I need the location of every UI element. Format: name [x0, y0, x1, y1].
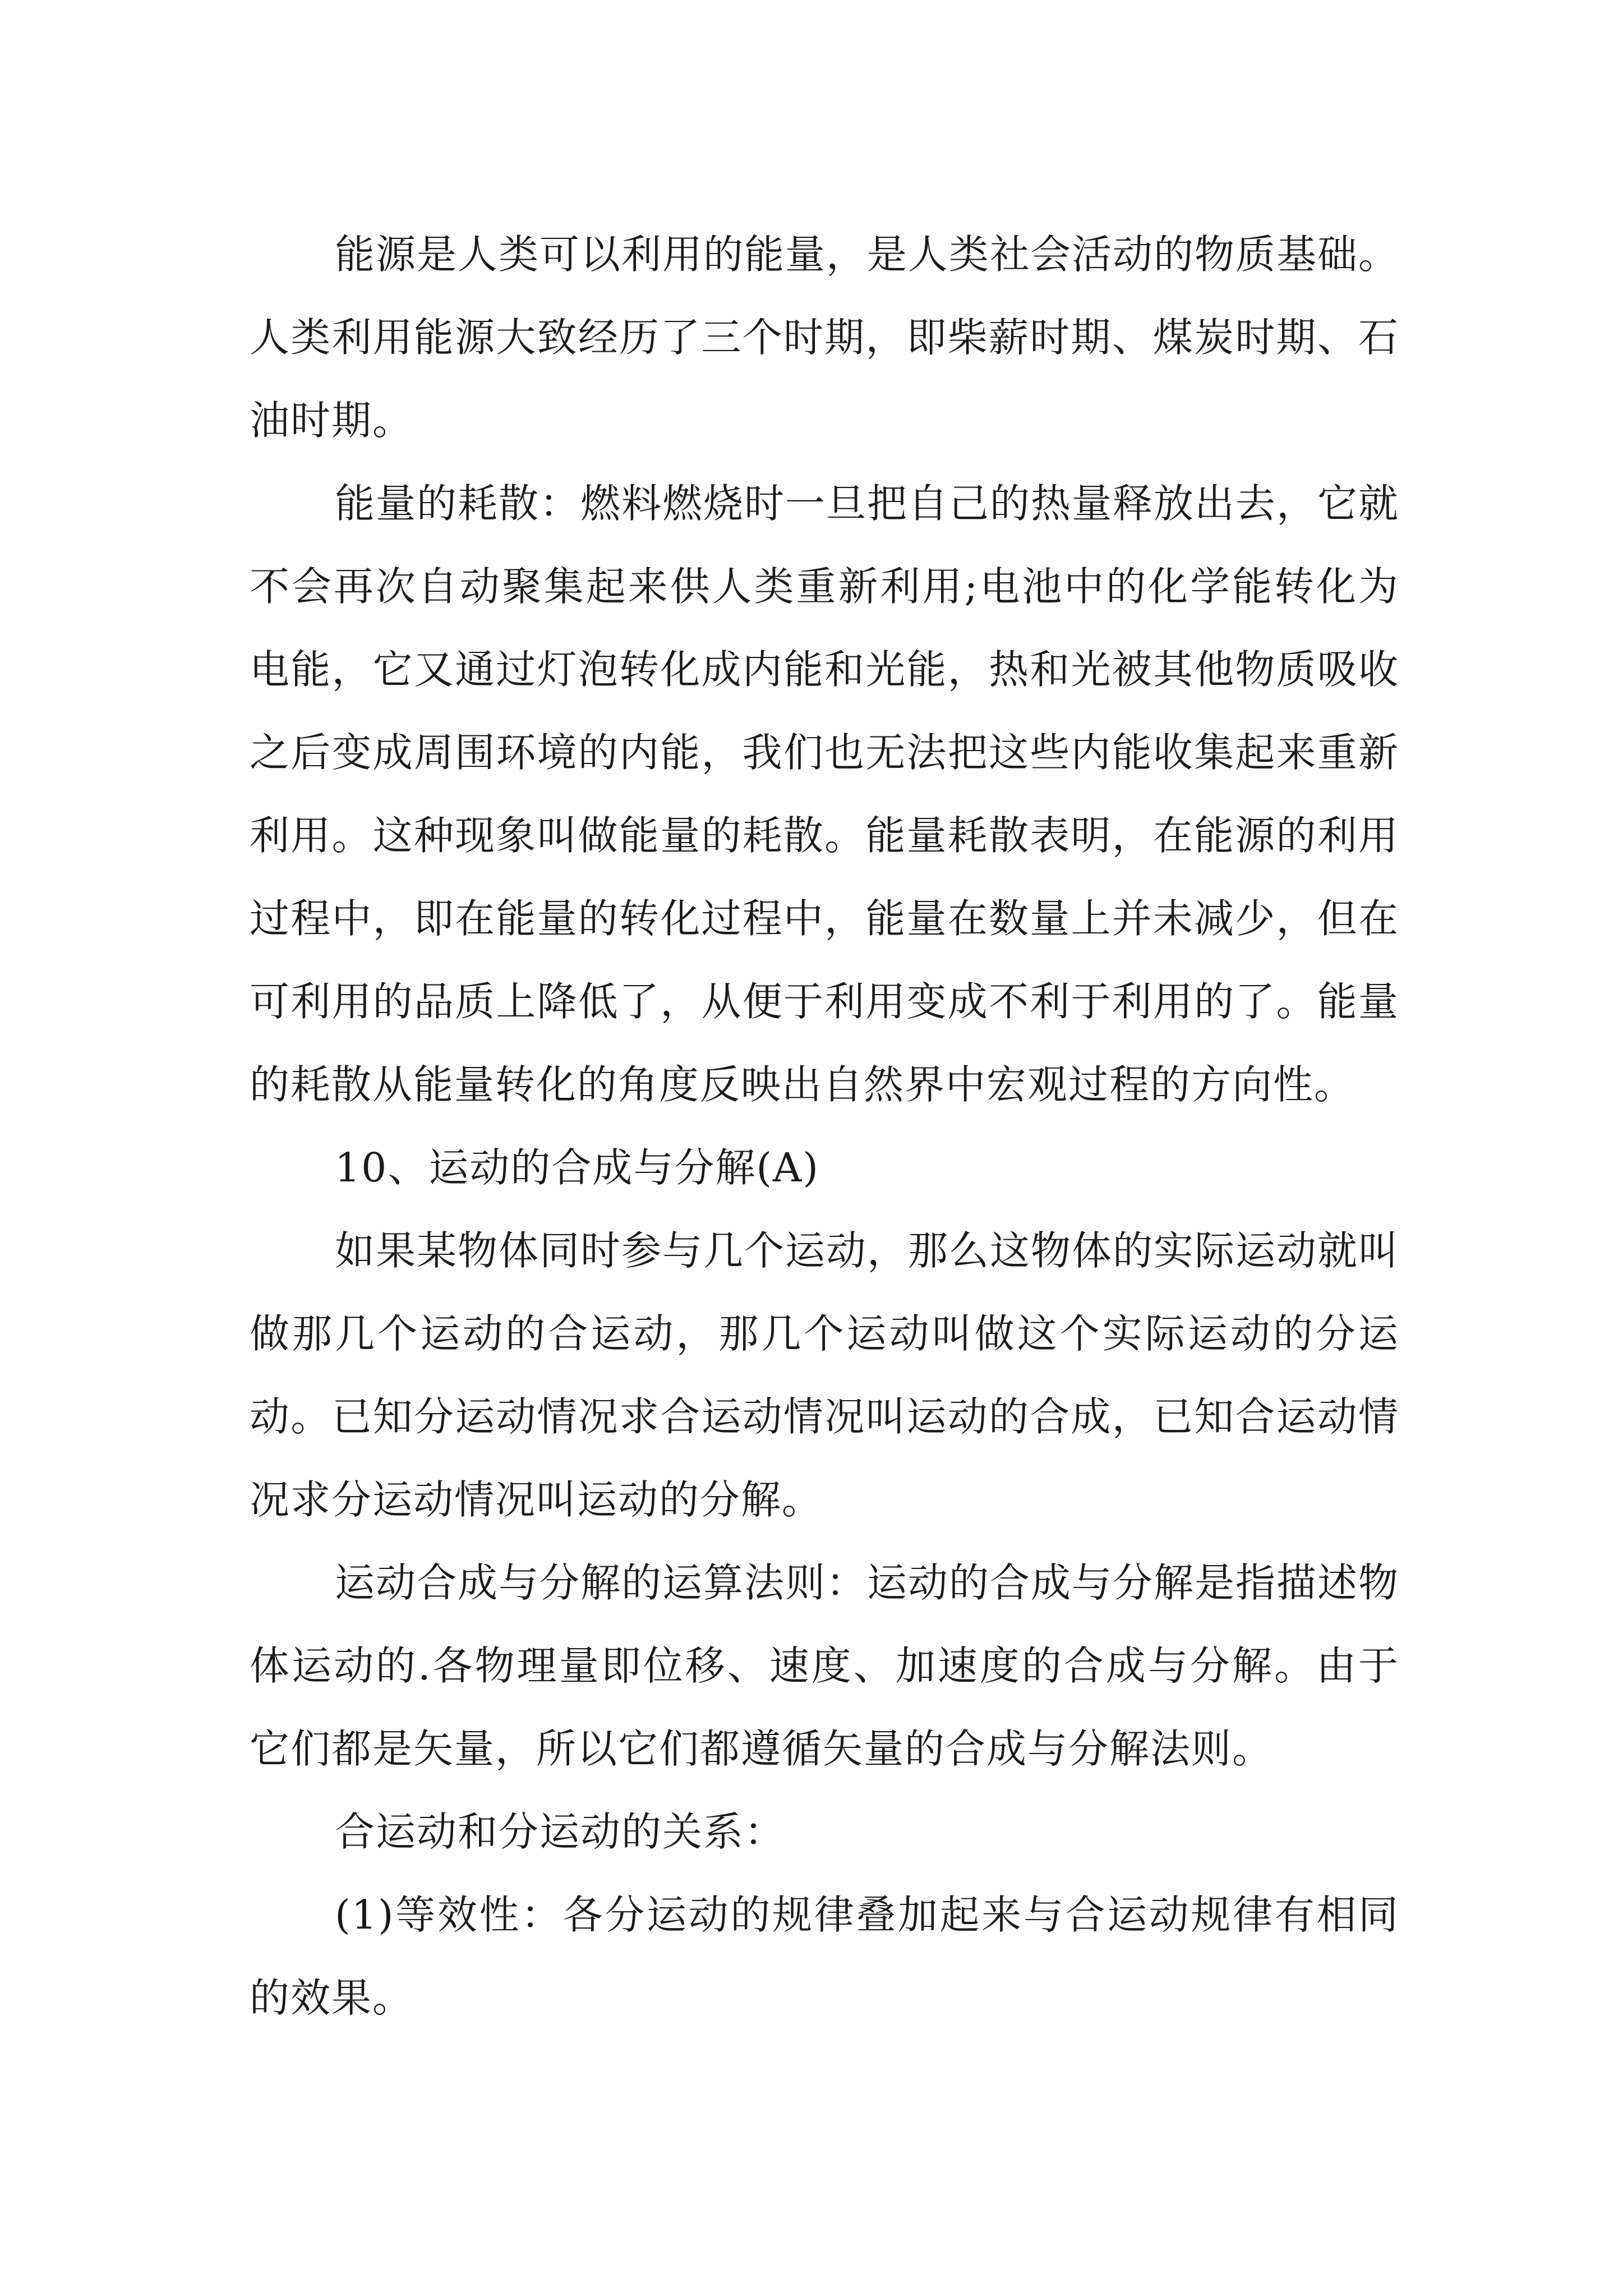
paragraph-energy-sources: 能源是人类可以利用的能量，是人类社会活动的物质基础。人类利用能源大致经历了三个时期，即柴薪时期、煤炭时期、石油时期。	[250, 231, 1400, 444]
paragraph-energy-dissipation: 能量的耗散：燃料燃烧时一旦把自己的热量释放出去，它就不会再次自动聚集起来供人类重新利用;电池中的化学能转化为电能，它又通过灯泡转化成内能和光能，热和光被其他物质吸收之后变成周围环境的内能，我们也无法把这些内能收集起来重新利用。这种现象叫做能量的耗散。能量耗散表明，在能源的利用过程中，即在能量的转化过程中，能量在数量上并未减少，但在可利用的品质上降低了，从便于利用变成不利于利用的了。能量的耗散从能量转化的角度反映出自然界中宏观过程的方向性。	[250, 480, 1400, 1108]
paragraph-relationship-heading: 合运动和分运动的关系：	[335, 1809, 786, 1855]
paragraph-resultant-motion: 如果某物体同时参与几个运动，那么这物体的实际运动就叫做那几个运动的合运动，那几个运动叫做这个实际运动的分运动。已知分运动情况求合运动情况叫运动的合成，已知合运动情况求分运动情况叫运动的分解。	[250, 1227, 1400, 1523]
paragraph-equivalence: (1)等效性：各分运动的规律叠加起来与合运动规律有相同的效果。	[250, 1892, 1399, 2021]
document-body	[250, 213, 1399, 2040]
section-heading-motion-composition: 10、运动的合成与分解(A)	[335, 1144, 820, 1191]
paragraph-operation-rules: 运动合成与分解的运算法则：运动的合成与分解是指描述物体运动的.各物理量即位移、速度、加速度的合成与分解。由于它们都是矢量，所以它们都遵循矢量的合成与分解法则。	[250, 1559, 1400, 1772]
